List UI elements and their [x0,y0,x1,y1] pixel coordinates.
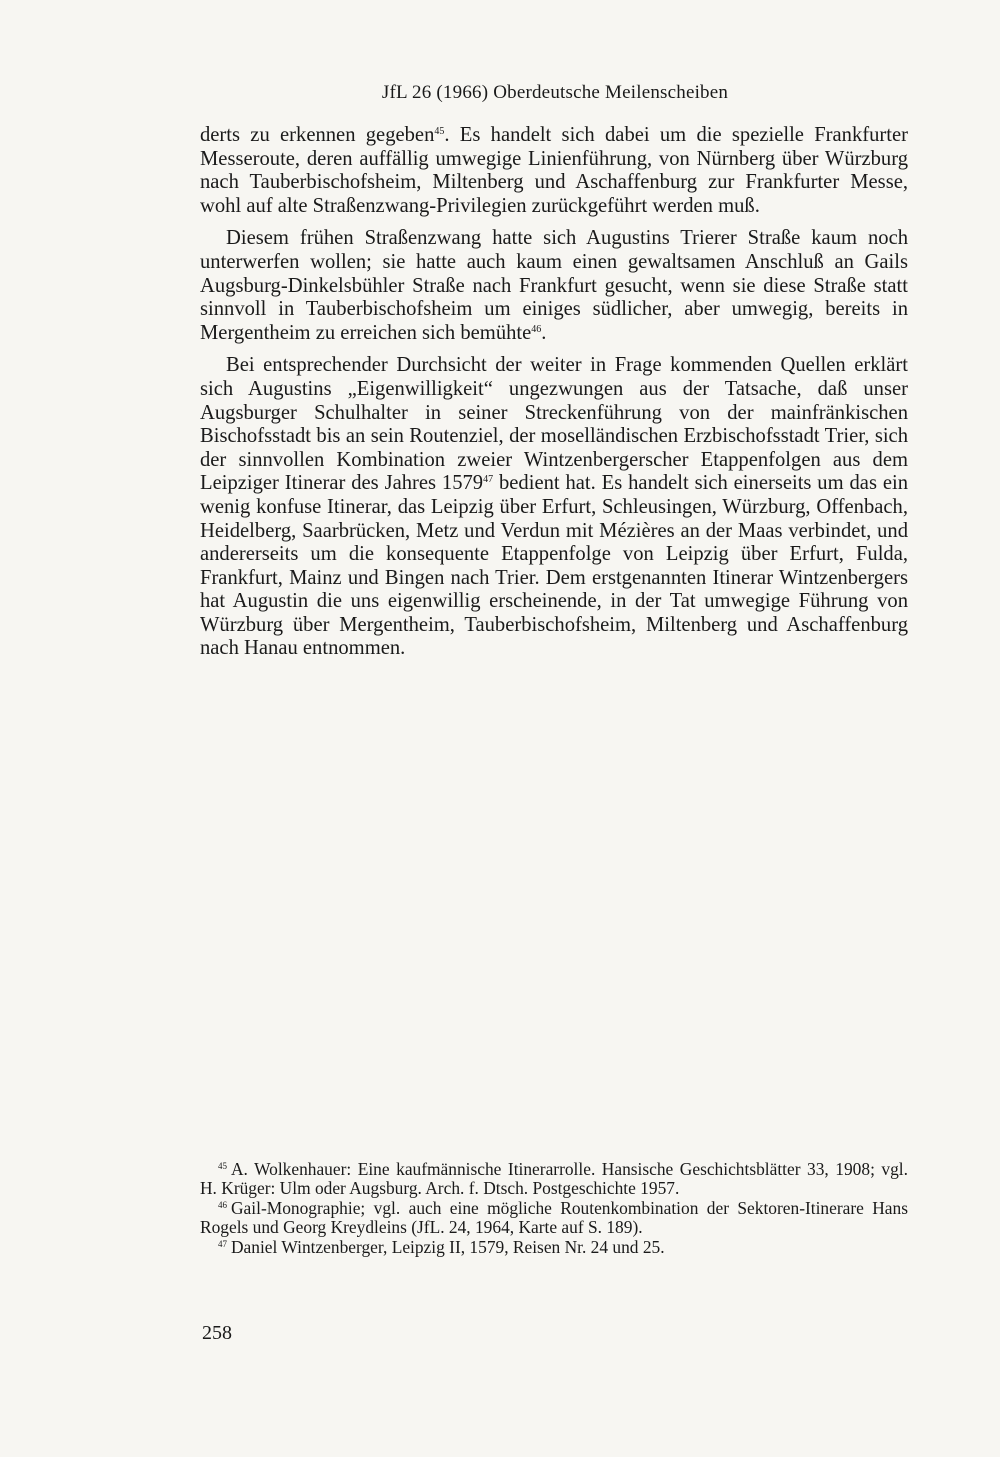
footnote-ref-46[interactable]: 46 [531,323,542,335]
footnote-ref-47[interactable]: 47 [483,474,494,486]
footnote-mark: 47 [218,1238,227,1249]
paragraph-1-text-a: derts zu erkennen gegeben [200,124,435,146]
paragraph-1-text-b: . Es handelt sich dabei um die spezielle Frankfurter Messeroute, deren auffällig umwegige Linienführung, von Nürnberg über Würzburg nach Tauberbischofsheim, Miltenberg und Aschaffenburg zur Frankfurter Messe, wohl auf alte Straßenzwang-Privilegien zurückgeführt werden muß. [200,124,908,217]
footnote-46 [200,1199,908,1238]
page-number: 258 [202,1322,232,1344]
paragraph-2-text-a: Diesem frühen Straßenzwang hatte sich Augustins Trierer Straße kaum noch unterwerfen wollen; sie hatte auch kaum einen gewaltsamen Anschluß an Gails Augsburg-Dinkelsbühler Straße nach Frankfurt gesucht, wenn sie diese Straße statt sinnvoll in Tauberbischofsheim um einiges südlicher, aber umwegig, bereits in Mergentheim zu erreichen sich bemühte [200,227,908,344]
footnote-text: Daniel Wintzenberger, Leipzig II, 1579, Reisen Nr. 24 und 25. [231,1236,665,1257]
paragraph-2-text-b: . [541,321,547,344]
body-text [200,124,908,670]
footnote-45 [200,1160,908,1199]
footnote-47 [200,1238,908,1257]
paragraph-3 [200,354,908,661]
footnote-mark: 45 [218,1161,227,1171]
footnotes [200,1160,908,1257]
footnote-text: Gail-Monographie; vgl. auch eine mögliche Routenkombination der Sektoren-Itinerare Hans Rogels und Georg Kreydleins (JfL. 24, 1964, Karte auf S. 189). [200,1197,908,1238]
running-head: JfL 26 (1966) Oberdeutsche Meilenscheiben [381,82,729,103]
paragraph-3-text-a: Bei entsprechender Durchsicht der weiter in Frage kommenden Quellen erklärt sich Augustins „Eigenwilligkeit“ ungezwungen aus der Tatsache, daß unser Augsburger Schulhalter in seiner Streckenführung von der mainfränkischen Bischofsstadt bis an sein Routenziel, der moselländischen Erzbischofsstadt Trier, sich der sinnvollen Kombination zweier Wintzenbergerscher Etappenfolgen aus dem Leipziger Itinerar des Jahres 1579 [200,354,908,495]
footnote-ref-45[interactable]: 45 [434,126,445,137]
paragraph-2 [200,227,908,345]
footnote-mark: 46 [218,1199,227,1210]
footnote-text: A. Wolkenhauer: Eine kaufmännische Itinerarrolle. Hansische Geschichtsblätter 33, 1908; vgl. H. Krüger: Ulm oder Augsburg. Arch. f. Dtsch. Postgeschichte 1957. [200,1159,908,1199]
paragraph-1 [200,124,908,218]
paragraph-3-text-b: bedient hat. Es handelt sich einerseits um das ein wenig konfuse Itinerar, das Leipzig über Erfurt, Schleusingen, Würzburg, Offenbach, Heidelberg, Saarbrücken, Metz und Verdun mit Mézières an der Maas verbindet, und andererseits um die konsequente Etappenfolge von Leipzig über Erfurt, Fulda, Frankfurt, Mainz und Bingen nach Trier. Dem erstgenannten Itinerar Wintzenbergers hat Augustin die uns eigenwillig erscheinende, in der Tat umwegige Führung von Würzburg über Mergentheim, Tauberbischofsheim, Miltenberg und Aschaffenburg nach Hanau entnommen. [200,472,908,660]
